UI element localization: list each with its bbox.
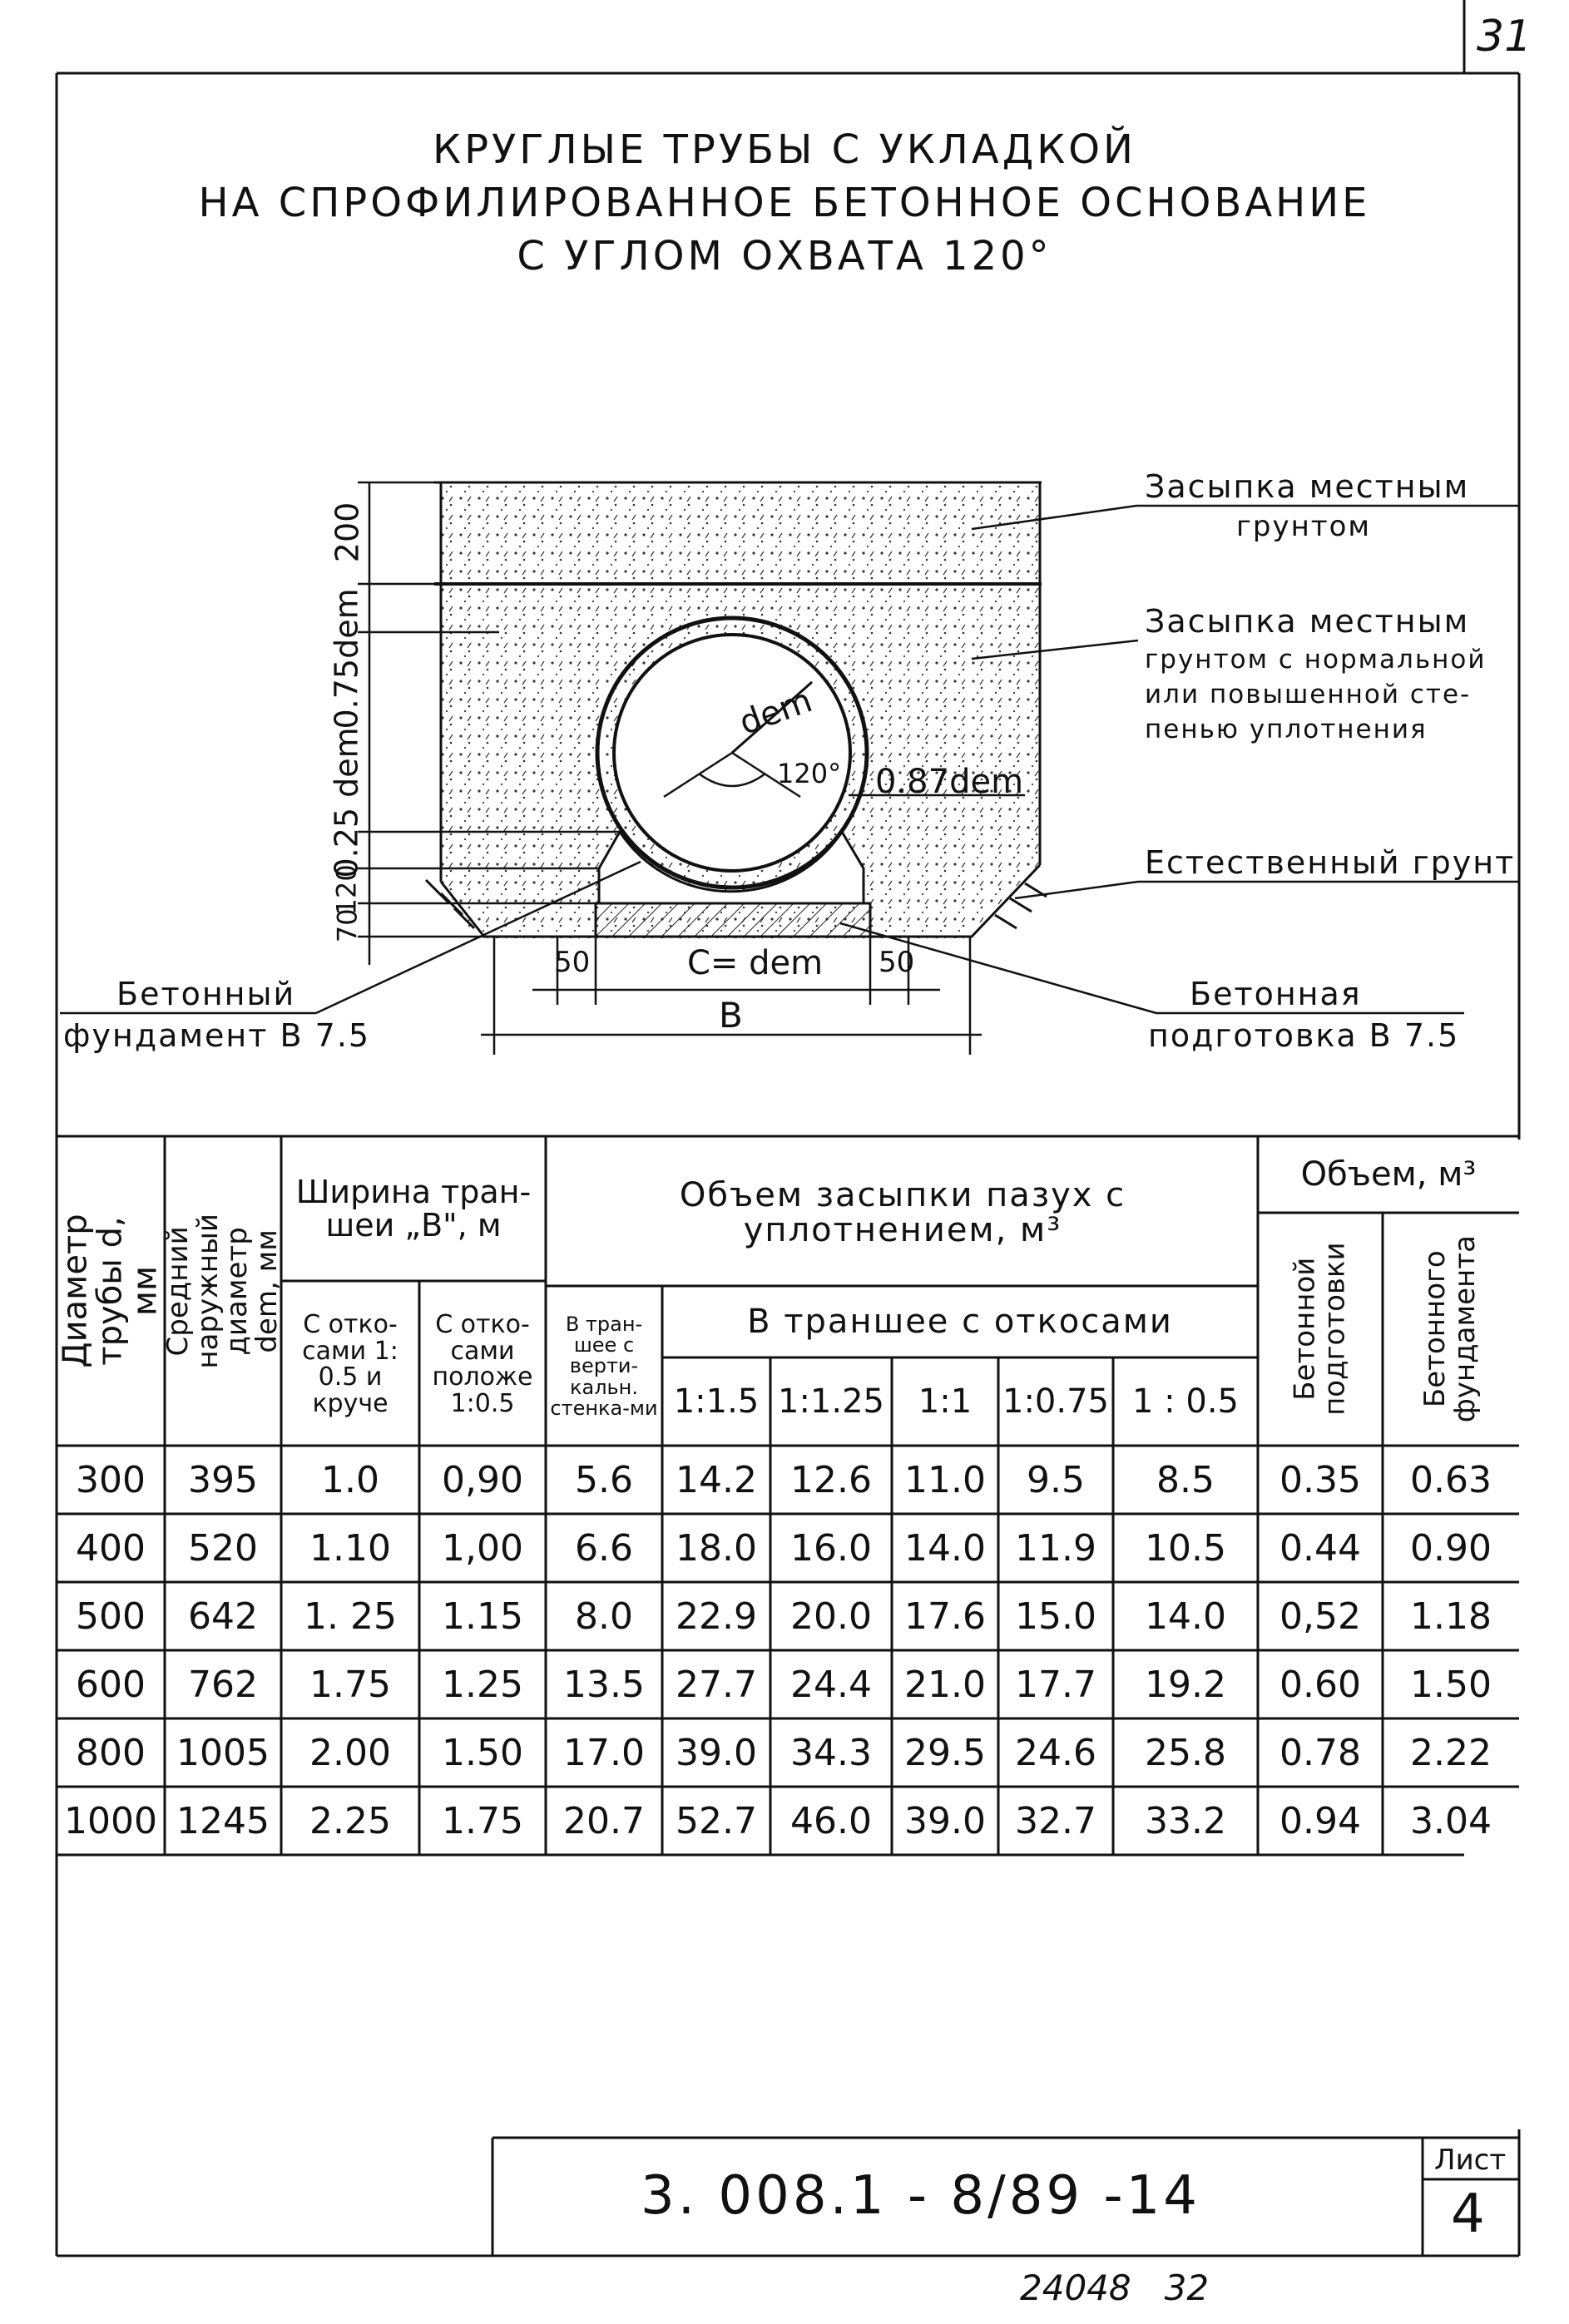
table-cell: 520 [188,1526,258,1570]
table-cell: 0,52 [1279,1595,1361,1638]
table-cell: 34.3 [790,1731,872,1774]
footer-number: 24048 32 [1020,2267,1210,2308]
dim-120: 120 [331,864,364,916]
th-diameter: Диаметр трубы d, мм [57,1214,166,1368]
table-cell: 11.9 [1015,1526,1096,1570]
table-cell: 15.0 [1015,1595,1096,1638]
table-cell: 800 [76,1731,146,1774]
table-cell: 17.0 [563,1731,645,1774]
table-cell: 8.0 [575,1595,633,1638]
table-cell: 1.50 [1410,1663,1492,1706]
table-cell: 1. 25 [304,1595,397,1638]
table-cell: 0,90 [442,1458,523,1501]
table-cell: 1000 [64,1799,157,1842]
dim-50-left: 50 [554,946,591,979]
th-volume: Объем засыпки пазух с уплотнением, м³ [679,1176,1126,1249]
th-foundation: Бетонного фундамента [1418,1235,1482,1423]
table-cell: 17.7 [1015,1663,1096,1706]
label-concrete-found-2: фундамент В 7.5 [63,1017,371,1054]
table-cell: 2.00 [309,1731,391,1774]
title-line-2: НА СПРОФИЛИРОВАННОЕ БЕТОННОЕ ОСНОВАНИЕ [198,180,1371,226]
th-slopes: В траншее с откосами [747,1303,1173,1341]
page-number: 31 [1477,12,1532,62]
table-cell: 20.0 [790,1595,872,1638]
table-cell: 22.9 [676,1595,757,1638]
table-cell: 1.50 [442,1731,523,1774]
table-cell: 600 [76,1663,146,1706]
frame [57,0,1519,2256]
sheet-label: Лист [1434,2144,1507,2177]
document-code: 3. 008.1 - 8/89 -14 [641,2165,1200,2227]
title-line-1: КРУГЛЫЕ ТРУБЫ С УКЛАДКОЙ [433,126,1136,173]
dim-075dem: 0.75dem [329,588,366,729]
table-cell: 1245 [176,1799,270,1842]
table-cell: 6.6 [575,1526,633,1570]
th-slope-1: 1:1.5 [673,1382,760,1421]
th-slope-4: 1:0.75 [1002,1382,1109,1421]
table-cell: 300 [76,1458,146,1501]
table-cell: 642 [188,1595,258,1638]
table-cell: 25.8 [1145,1731,1226,1774]
table-cell: 1005 [176,1731,270,1774]
label-backfill-compacted-3: или повышенной сте- [1145,680,1472,710]
table-cell: 46.0 [790,1799,872,1842]
table-cell: 17.6 [904,1595,986,1638]
sheet-number: 4 [1451,2183,1485,2245]
dim-dem: dem [734,681,818,743]
table-cell: 21.0 [904,1663,986,1706]
th-vertical-walls: В тран-шее с верти-кальн. стенка-ми [550,1313,658,1420]
dim-70: 70 [331,908,364,943]
th-volume-2: Объем, м³ [1300,1155,1477,1194]
table-cell: 0.90 [1410,1526,1492,1570]
table-cell: 24.6 [1015,1731,1096,1774]
th-slope-5: 1 : 0.5 [1132,1382,1239,1421]
table-cell: 14.0 [904,1526,986,1570]
table-cell: 18.0 [676,1526,757,1570]
table-cell: 12.6 [790,1458,872,1501]
table-cell: 10.5 [1145,1526,1226,1570]
table-cell: 1.25 [442,1663,523,1706]
table-cell: 1.18 [1410,1595,1492,1638]
label-concrete-prep-1: Бетонная [1190,976,1362,1012]
table-cell: 3.04 [1410,1799,1492,1842]
table-cell: 0.94 [1279,1799,1361,1842]
th-width-gentle: С отко-сами положе 1:0.5 [432,1310,533,1418]
table-cell: 33.2 [1145,1799,1226,1842]
table-cell: 14.2 [676,1458,757,1501]
table-cell: 29.5 [904,1731,986,1774]
table-cell: 19.2 [1145,1663,1226,1706]
dim-200: 200 [329,502,366,563]
table-cell: 39.0 [676,1731,757,1774]
th-outer-diameter: Средний наружный диаметр dem, мм [161,1213,284,1369]
dim-c-dem: C= dem [687,944,824,982]
table-cell: 27.7 [676,1663,757,1706]
table-cell: 5.6 [575,1458,633,1501]
table-cell: 1.15 [442,1595,523,1638]
table-cell: 11.0 [904,1458,986,1501]
table-cell: 0.44 [1279,1526,1361,1570]
dim-b: B [719,995,743,1036]
table-cell: 39.0 [904,1799,986,1842]
table-cell: 1.10 [309,1526,391,1570]
label-backfill-local-2: грунтом [1236,510,1372,543]
label-backfill-compacted-2: грунтом с нормальной [1145,645,1487,675]
table-cell: 9.5 [1027,1458,1085,1501]
table-cell: 0.63 [1410,1458,1492,1501]
table-cell: 14.0 [1145,1595,1226,1638]
label-backfill-local: Засыпка местным [1145,468,1470,505]
dim-087dem: 0.87dem [875,763,1024,801]
th-width-steep: С отко-сами 1: 0.5 и круче [302,1310,398,1418]
table-cell: 762 [188,1663,258,1706]
dim-025dem: 0.25 dem [329,727,366,878]
th-slope-3: 1:1 [918,1382,973,1421]
label-backfill-compacted-1: Засыпка местным [1145,603,1470,640]
label-backfill-compacted-4: пенью уплотнения [1145,715,1428,744]
table-cell: 2.25 [309,1799,391,1842]
table-cell: 24.4 [790,1663,872,1706]
th-width: Ширина тран-шеи „В", м [295,1174,532,1244]
label-natural-soil: Естественный грунт [1145,844,1516,881]
table-cell: 8.5 [1156,1458,1215,1501]
table-cell: 0.35 [1279,1458,1361,1501]
table-cell: 1,00 [442,1526,523,1570]
table-cell: 1.0 [321,1458,379,1501]
table-cell: 13.5 [563,1663,645,1706]
dim-50-right: 50 [879,946,915,979]
table-cell: 0.78 [1279,1731,1361,1774]
table-cell: 395 [188,1458,258,1501]
label-concrete-prep-2: подготовка В 7.5 [1148,1017,1460,1054]
table-cell: 32.7 [1015,1799,1096,1842]
table-cell: 500 [76,1595,146,1638]
dim-angle-120: 120° [777,758,842,789]
label-concrete-found-1: Бетонный [116,976,296,1012]
table-cell: 20.7 [563,1799,645,1842]
title-line-3: С УГЛОМ ОХВАТА 120° [517,233,1052,279]
th-slope-2: 1:1.25 [778,1382,884,1421]
table-cell: 16.0 [790,1526,872,1570]
table-cell: 400 [76,1526,146,1570]
table-cell: 2.22 [1410,1731,1492,1774]
table-cell: 52.7 [676,1799,757,1842]
table-cell: 0.60 [1279,1663,1361,1706]
th-prep: Бетонной подготовки [1288,1242,1352,1417]
table-cell: 1.75 [309,1663,391,1706]
table-cell: 1.75 [442,1799,523,1842]
